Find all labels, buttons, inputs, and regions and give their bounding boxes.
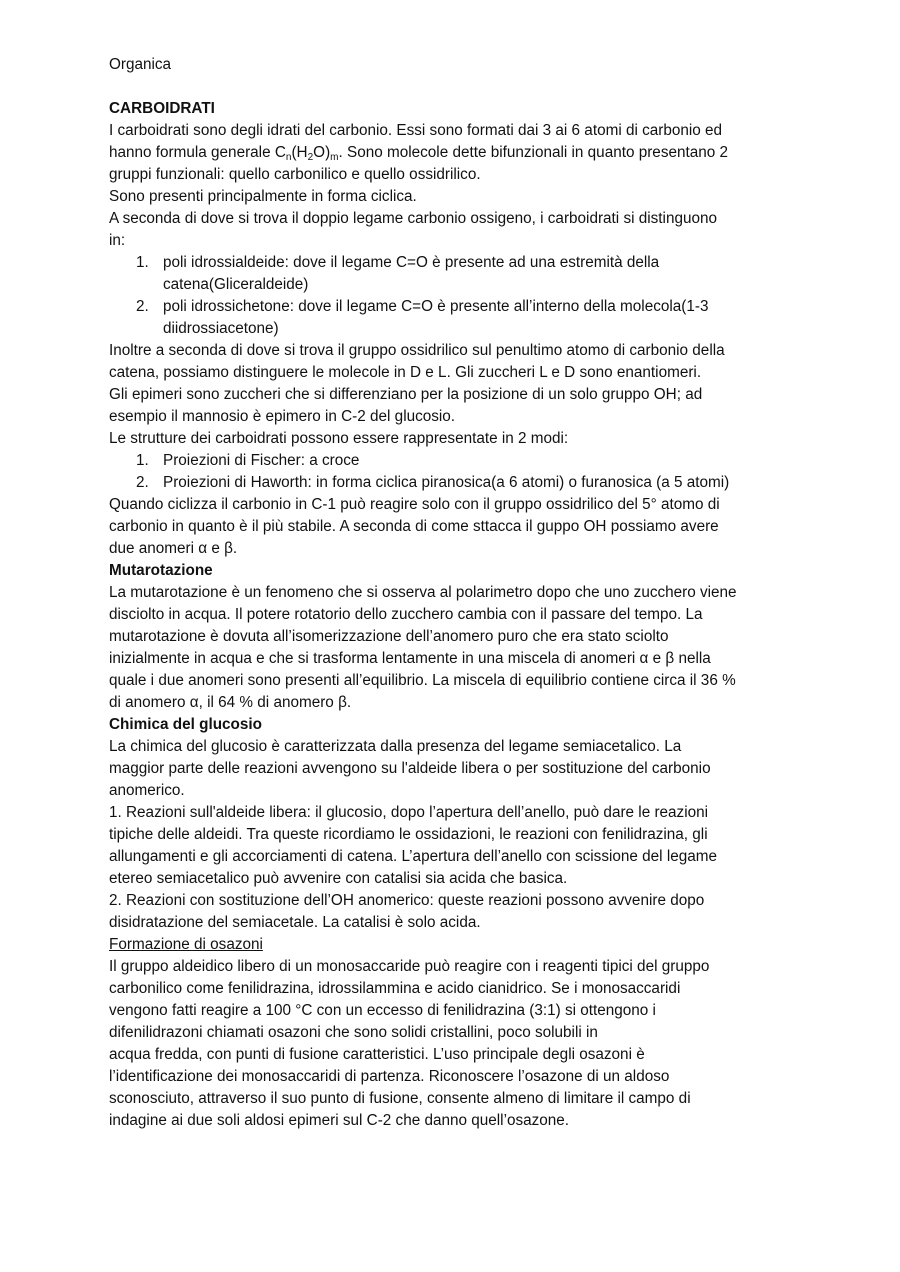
list-proiezioni bbox=[109, 450, 809, 494]
carboidrati-ciclizza: Quando ciclizza il carbonio in C-1 può reagire solo con il gruppo ossidrilico del 5° atomo di carbonio in quanto è il più stabile. A seconda di come sttacca il guppo OH possiamo avere due anomeri α e β. bbox=[109, 496, 720, 557]
chimica-point-2: 2. Reazioni con sostituzione dell’OH anomerico: queste reazioni possono avvenire dopo disidratazione del semiacetale. La catalisi è solo acida. bbox=[109, 892, 705, 931]
list-item bbox=[109, 450, 809, 472]
section-title-chimica: Chimica del glucosio bbox=[109, 716, 262, 733]
list-text: poli idrossichetone: dove il legame C=O è presente all’interno della molecola(1-3 diidrossiacetone) bbox=[163, 298, 709, 337]
osazoni-text: Il gruppo aldeidico libero di un monosaccaride può reagire con i reagenti tipici del gruppo carbonilico come fenilidrazina, idrossilammina e acido cianidrico. Se i monosaccaridi vengono fatti reagire a 100 °C con un eccesso di fenilidrazina (3:1) si ottengono i difenilidrazoni chiamati osazoni che sono solidi cristallini, poco solubili in acqua fredda, con punti di fusione caratteristici. L’uso principale degli osazoni è l’identificazione dei monosaccaridi di partenza. Riconoscere l’osazone di un aldoso sconosciuto, attraverso il suo punto di fusione, consente almeno di limitare il campo di indagine ai due soli aldosi epimeri sul C-2 che danno quell’osazone. bbox=[109, 958, 710, 1129]
chimica-intro: La chimica del glucosio è caratterizzata dalla presenza del legame semiacetalico. La maggior parte delle reazioni avvengono su l'aldeide libera o per sostituzione del carbonio anomerico. bbox=[109, 738, 711, 799]
spacer bbox=[109, 76, 809, 98]
list-item bbox=[109, 296, 809, 340]
formula-part: O) bbox=[313, 144, 331, 161]
chimica-point-1: 1. Reazioni sull'aldeide libera: il glucosio, dopo l’apertura dell’anello, può dare le reazioni tipiche delle aldeidi. Tra queste ricordiamo le ossidazioni, le reazioni con fenilidrazina, gli allungamenti e gli accorciamenti di catena. L’apertura dell’anello con scissione del legame etereo semiacetalico può avvenire con catalisi sia acida che basica. bbox=[109, 804, 717, 887]
formula-subscript-n: n bbox=[285, 152, 292, 163]
page-header: Organica bbox=[109, 56, 172, 73]
intro-text-b: . Sono molecole dette bifunzionali in quanto presentano 2 gruppi funzionali: quello carbonilico e quello ossidrilico. bbox=[109, 144, 729, 183]
intro-text-a: I carboidrati sono degli idrati del carbonio. Essi sono formati dai 3 ai 6 atomi di carbonio ed hanno formula generale C bbox=[109, 122, 723, 161]
list-carbonile bbox=[109, 252, 809, 340]
formula-subscript-2: 2 bbox=[307, 152, 314, 163]
carboidrati-seconda: A seconda di dove si trova il doppio legame carbonio ossigeno, i carboidrati si distinguono in: bbox=[109, 210, 717, 249]
list-number: 1. bbox=[136, 254, 149, 271]
list-number: 2. bbox=[136, 474, 149, 491]
list-text: Proiezioni di Haworth: in forma ciclica piranosica(a 6 atomi) o furanosica (a 5 atomi) bbox=[163, 474, 730, 491]
section-title-carboidrati: CARBOIDRATI bbox=[109, 100, 215, 117]
formula-subscript-m: m bbox=[330, 152, 339, 163]
document-page bbox=[109, 54, 809, 1132]
list-text: poli idrossialdeide: dove il legame C=O è presente ad una estremità della catena(Gliceraldeide) bbox=[163, 254, 660, 293]
formula-part: (H bbox=[291, 144, 308, 161]
list-text: Proiezioni di Fischer: a croce bbox=[163, 452, 360, 469]
mutarotazione-text: La mutarotazione è un fenomeno che si osserva al polarimetro dopo che uno zucchero viene disciolto in acqua. Il potere rotatorio dello zucchero cambia con il passare del tempo. La mutarotazione è dovuta all’isomerizzazione dell’anomero puro che era stato sciolto inizialmente in acqua e che si trasforma lentamente in una miscela di anomeri α e β nella quale i due anomeri sono presenti all’equilibrio. La miscela di equilibrio contiene circa il 36 % di anomero α, il 64 % di anomero β. bbox=[109, 584, 737, 711]
carboidrati-ciclica: Sono presenti principalmente in forma ciclica. bbox=[109, 188, 417, 205]
list-item bbox=[109, 472, 809, 494]
carboidrati-epimeri: Gli epimeri sono zuccheri che si differenziano per la posizione di un solo gruppo OH; ad esempio il mannosio è epimero in C-2 del glucosio. bbox=[109, 386, 703, 425]
list-number: 2. bbox=[136, 298, 149, 315]
list-item bbox=[109, 252, 809, 296]
carboidrati-strutture: Le strutture dei carboidrati possono essere rappresentate in 2 modi: bbox=[109, 430, 569, 447]
section-title-mutarotazione: Mutarotazione bbox=[109, 562, 213, 579]
carboidrati-intro bbox=[109, 120, 809, 186]
list-number: 1. bbox=[136, 452, 149, 469]
section-title-osazoni: Formazione di osazoni bbox=[109, 936, 263, 953]
carboidrati-inoltre: Inoltre a seconda di dove si trova il gruppo ossidrilico sul penultimo atomo di carbonio della catena, possiamo distinguere le molecole in D e L. Gli zuccheri L e D sono enantiomeri. bbox=[109, 342, 725, 381]
